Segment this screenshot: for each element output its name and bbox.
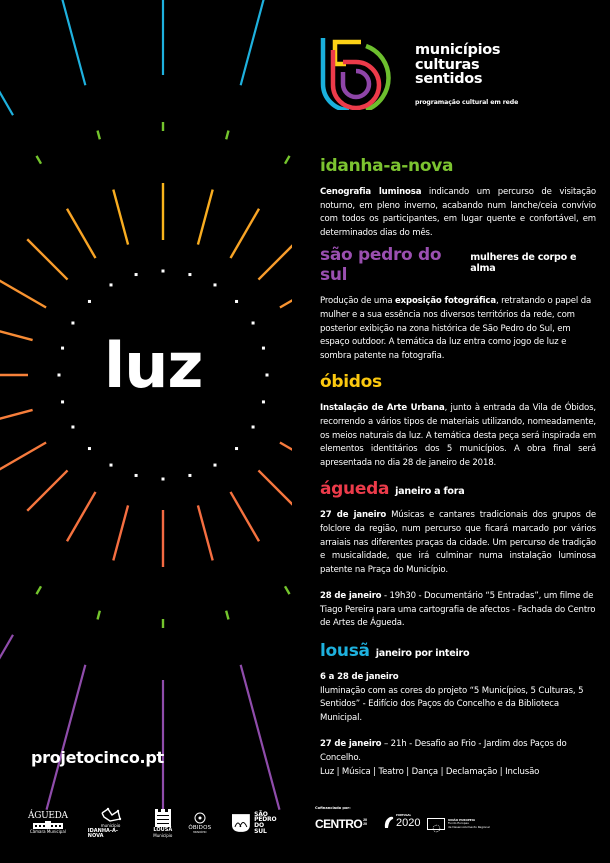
section-paragraph: 27 de janeiro – 21h - Desafio ao Frio - Jardim dos Paços do Concelho. Luz | Música | Teatro | Dança | Declamação | Inclusão bbox=[320, 739, 567, 777]
burst-ray bbox=[47, 665, 86, 810]
burst-ray bbox=[0, 443, 46, 472]
burst-dot bbox=[235, 447, 238, 450]
burst-dot bbox=[135, 474, 138, 477]
burst-dot bbox=[252, 322, 255, 325]
brand-tagline: programação cultural em rede bbox=[415, 99, 519, 106]
eu-flag-icon bbox=[427, 818, 445, 830]
burst-dot bbox=[262, 347, 265, 350]
burst-dot bbox=[88, 300, 91, 303]
burst-dot bbox=[235, 300, 238, 303]
section-paragraph: 6 a 28 de janeiro Iluminação com as cores do projeto “5 Municípios, 5 Culturas, 5 Sentidos” - Edifício dos Paços do Concelho e da Biblioteca Municipal. bbox=[320, 672, 584, 723]
burst-ray bbox=[0, 325, 33, 340]
burst-dot bbox=[58, 374, 61, 377]
leaf-icon bbox=[384, 816, 394, 828]
burst-ray bbox=[113, 505, 128, 560]
burst-dot bbox=[214, 283, 217, 286]
section-obidos bbox=[320, 372, 596, 470]
section-lousa bbox=[320, 641, 596, 779]
burst-ray bbox=[37, 586, 42, 594]
section-paragraph: Cenografia luminosa indicando um percurso de visitação noturno, em pleno inverno, acabando num lanche/ceia convívio com todos os participantes, em lugar quente e confortável, em determinados dias do mês. bbox=[320, 187, 596, 238]
burst-dot bbox=[262, 400, 265, 403]
burst-dot bbox=[71, 322, 74, 325]
section-agueda bbox=[320, 479, 596, 631]
burst-ray bbox=[285, 586, 290, 594]
section-paragraph: Instalação de Arte Urbana, junto à entrada da Vila de Óbidos, recorrendo a vários tipos de materiais utilizando, nomeadamente, os meios naturais da luz. A temática desta peça será inspirada em elementos identitários dos 5 municípios. A obra final será apresentada no dia 28 de janeiro de 2018. bbox=[320, 403, 596, 468]
section-title: águeda bbox=[320, 479, 390, 500]
obidos-logo: ÓBIDOS MUNICÍPIO bbox=[188, 812, 211, 835]
burst-dot bbox=[88, 447, 91, 450]
section-subtitle: janeiro por inteiro bbox=[375, 648, 470, 660]
five-logo-icon bbox=[318, 38, 408, 110]
poster-title: luz bbox=[104, 329, 203, 402]
burst-ray bbox=[241, 0, 280, 85]
burst-dot bbox=[214, 464, 217, 467]
burst-ray bbox=[258, 239, 292, 279]
burst-ray bbox=[231, 492, 260, 541]
burst-dot bbox=[188, 273, 191, 276]
burst-ray bbox=[37, 156, 42, 164]
section-paragraph: 28 de janeiro - 19h30 - Documentário “5 Entradas”, um filme de Tiago Pereira para uma cartografia de afectos - Fachada do Centro de Artes de Águeda. bbox=[320, 591, 596, 629]
burst-dot bbox=[110, 464, 113, 467]
burst-ray bbox=[67, 492, 96, 541]
section-subtitle: mulheres de corpo e alma bbox=[470, 252, 577, 275]
burst-ray bbox=[27, 470, 67, 510]
constellation-icon bbox=[100, 807, 122, 823]
burst-ray bbox=[198, 505, 213, 560]
centro2020-logo: CENTRO 2 0 2 0 bbox=[315, 817, 367, 831]
burst-ray bbox=[0, 410, 33, 425]
burst-dot bbox=[266, 374, 269, 377]
burst-ray bbox=[258, 470, 292, 510]
burst-dot bbox=[188, 474, 191, 477]
burst-dot bbox=[61, 347, 64, 350]
municipality-logos bbox=[28, 806, 292, 840]
burst-dot bbox=[162, 270, 165, 273]
section-title: lousã bbox=[320, 641, 370, 662]
portugal2020-logo: PORTUGAL 2020 bbox=[384, 816, 420, 828]
burst-dot bbox=[61, 400, 64, 403]
burst-ray bbox=[0, 635, 13, 765]
burst-ray bbox=[47, 0, 86, 85]
left-artwork-panel bbox=[0, 0, 292, 863]
burst-ray bbox=[67, 209, 96, 258]
burst-ray bbox=[280, 279, 292, 308]
section-subtitle: janeiro a fora bbox=[395, 486, 465, 498]
burst-ray bbox=[226, 131, 228, 140]
section-idanha-a-nova bbox=[320, 156, 596, 240]
cofinanced-label: Cofinanciado por: bbox=[315, 806, 351, 810]
section-title: óbidos bbox=[320, 372, 382, 393]
brand-name: municípios culturas sentidos bbox=[415, 42, 501, 87]
burst-dot bbox=[110, 283, 113, 286]
burst-ray bbox=[0, 279, 46, 308]
light-burst-graphic bbox=[0, 0, 292, 863]
burst-ray bbox=[98, 131, 100, 140]
burst-ray bbox=[0, 0, 13, 115]
burst-dot bbox=[162, 478, 165, 481]
section-paragraph: 27 de janeiro Músicas e cantares tradicionais dos grupos de folclore da região, num percurso que ficará marcado por vários arraiais nas diferentes praças da cidade. Um percurso de tradição e musicalidade, que irá culminar numa instalação luminosa patente na Praça do Município. bbox=[320, 510, 596, 575]
burst-dot bbox=[252, 426, 255, 429]
agueda-logo: ÁGUEDA Câmara Municipal bbox=[28, 811, 68, 834]
sao-pedro-do-sul-logo: SÃO PEDRO DO SUL bbox=[231, 812, 278, 835]
eu-fund-logo: UNIÃO EUROPEIA Fundo Europeu de Desenvolvimento Regional bbox=[427, 818, 490, 830]
building-icon bbox=[33, 821, 63, 829]
burst-ray bbox=[241, 665, 280, 810]
burst-ray bbox=[27, 239, 67, 279]
burst-ray bbox=[198, 190, 213, 245]
section-title: são pedro do sul bbox=[320, 245, 442, 286]
burst-dot bbox=[71, 426, 74, 429]
idanha-logo: município IDANHA-A-NOVA bbox=[88, 807, 134, 839]
shield-waves-icon bbox=[231, 813, 251, 833]
circle-dot-icon bbox=[194, 812, 206, 824]
burst-ray bbox=[113, 190, 128, 245]
section-sao-pedro-do-sul bbox=[320, 245, 596, 363]
burst-ray bbox=[280, 443, 292, 472]
section-paragraph: Produção de uma exposição fotográfica, retratando o papel da mulher e a sua essência nos diversos territórios da rede, com posterior exibição na zona histórica de São Pedro do Sul, em espaço outdoor. A temática da luz entra como jogo de luz e sombra patente na fotografia. bbox=[320, 296, 592, 361]
brand-header bbox=[318, 38, 608, 110]
funders-logos bbox=[315, 806, 605, 836]
burst-ray bbox=[98, 611, 100, 620]
castle-icon bbox=[155, 809, 171, 827]
burst-ray bbox=[285, 156, 290, 164]
burst-ray bbox=[226, 611, 228, 620]
program-content bbox=[320, 156, 596, 779]
burst-dot bbox=[135, 273, 138, 276]
burst-ray bbox=[231, 209, 260, 258]
lousa-logo: LOUSÃ Município bbox=[153, 809, 172, 838]
website-link[interactable]: projetocinco.pt bbox=[31, 748, 164, 767]
section-title: idanha-a-nova bbox=[320, 156, 454, 176]
